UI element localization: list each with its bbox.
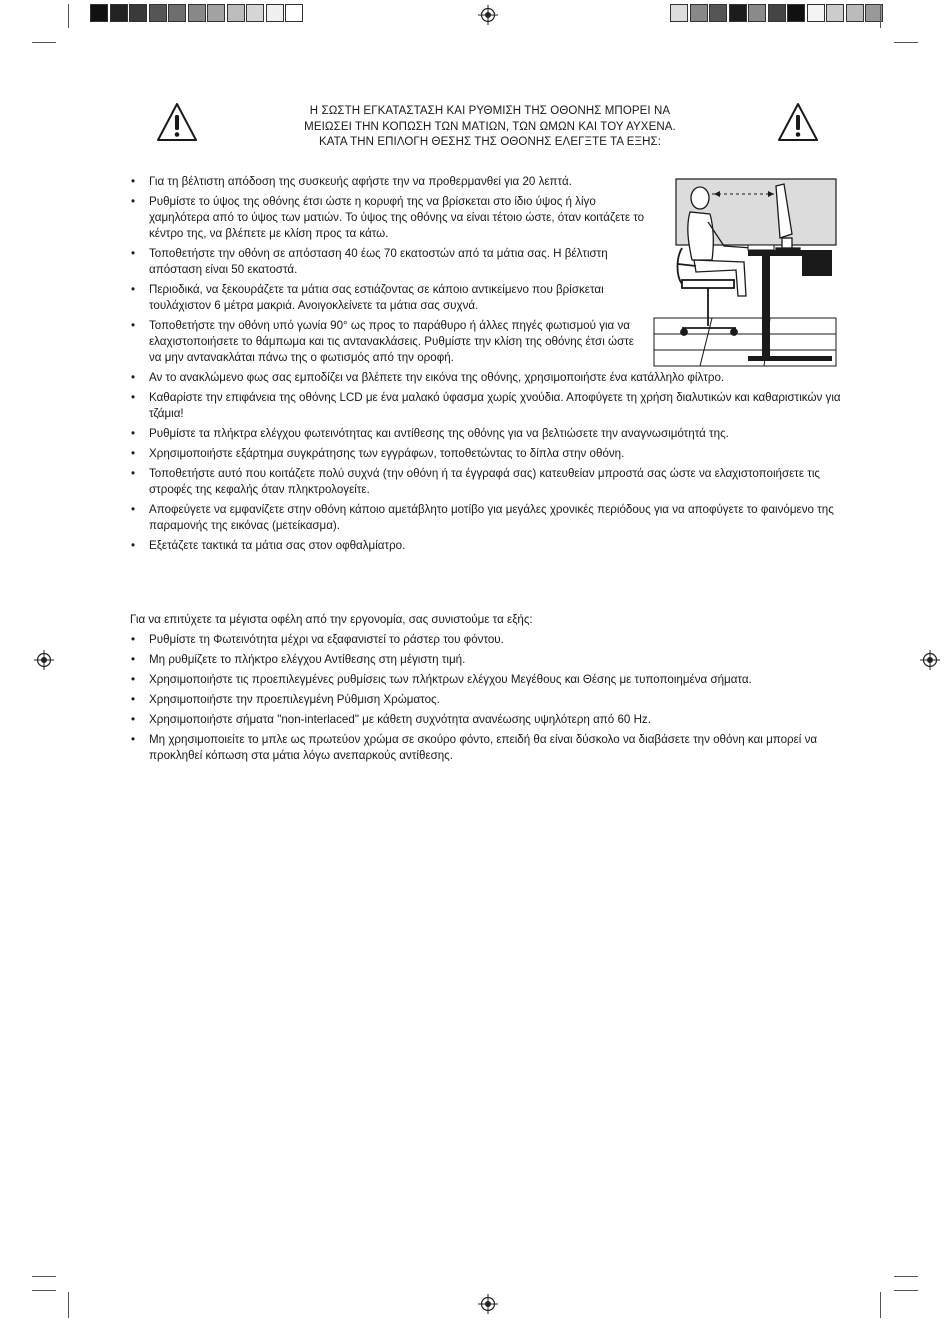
- color-swatch: [748, 4, 766, 22]
- ergonomics-list: [130, 632, 820, 768]
- list-item: • Ρυθμίστε τα πλήκτρα ελέγχου φωτεινότητας και αντίθεσης της οθόνης για να βελτιώσετε την αναγνωσιμότητά της.: [130, 426, 850, 442]
- color-swatch: [129, 4, 147, 22]
- color-swatch: [846, 4, 864, 22]
- warning-line: ΚΑΤΑ ΤΗΝ ΕΠΙΛΟΓΗ ΘΕΣΗΣ ΤΗΣ ΟΘΟΝΗΣ ΕΛΕΓΞΤΕ ΤΑ ΕΞΗΣ:: [318, 136, 662, 148]
- warning-heading: [230, 104, 750, 151]
- list-item: • Τοποθετήστε την οθόνη σε απόσταση 40 έως 70 εκατοστών από τα μάτια σας. Η βέλτιστη απόσταση είναι 50 εκατοστά.: [130, 246, 649, 278]
- list-item: • Χρησιμοποιήστε την προεπιλεγμένη Ρύθμιση Χρώματος.: [130, 692, 820, 708]
- registration-mark-right-icon: [920, 650, 940, 670]
- color-swatch: [168, 4, 186, 22]
- list-item: • Αν το ανακλώμενο φως σας εμποδίζει να βλέπετε την εικόνα της οθόνης, χρησιμοποιήστε ένα κατάλληλο φίλτρο.: [130, 370, 850, 386]
- list-item: • Τοποθετήστε την οθόνη υπό γωνία 90° ως προς το παράθυρο ή άλλες πηγές φωτισμού για να ελαχιστοποιήσετε το θάμπωμα και τις αντανακλάσεις. Ρυθμίστε την κλίση της οθόνης έτσι ώστε να μην αντανακλάται πάνω της ο φωτισμός από την οροφή.: [130, 318, 639, 366]
- recommendations-list: [130, 174, 850, 558]
- color-swatch: [690, 4, 708, 22]
- registration-mark-bottom-icon: [478, 1294, 498, 1314]
- list-item: • Περιοδικά, να ξεκουράζετε τα μάτια σας εστιάζοντας σε κάποιο αντικείμενο που βρίσκεται τουλάχιστον 6 μέτρα μακριά. Ανοιγοκλείνετε τα μάτια σας συχνά.: [130, 282, 627, 314]
- color-swatch: [90, 4, 108, 22]
- list-item: • Τοποθετήστε αυτό που κοιτάζετε πολύ συχνά (την οθόνη ή τα έγγραφά σας) κατευθείαν μπροστά σας ώστε να ελαχιστοποιήσετε τις στροφές της κεφαλής όταν πληκτρολογείτε.: [130, 466, 850, 498]
- color-swatch: [826, 4, 844, 22]
- color-swatch: [729, 4, 747, 22]
- color-swatch: [787, 4, 805, 22]
- list-item: • Χρησιμοποιήστε σήματα "non-interlaced" με κάθετη συχνότητα ανανέωσης υψηλότερη από 60 Hz.: [130, 712, 820, 728]
- color-swatch: [709, 4, 727, 22]
- list-item: • Για τη βέλτιστη απόδοση της συσκευής αφήστε την να προθερμανθεί για 20 λεπτά.: [130, 174, 649, 190]
- warning-line: Η ΣΩΣΤΗ ΕΓΚΑΤΑΣΤΑΣΗ ΚΑΙ ΡΥΘΜΙΣΗ ΤΗΣ ΟΘΟΝΗΣ ΜΠΟΡΕΙ ΝΑ: [309, 105, 671, 117]
- registration-mark-left-icon: [34, 650, 54, 670]
- color-swatch: [207, 4, 225, 22]
- list-item: • Εξετάζετε τακτικά τα μάτια σας στον οφθαλμίατρο.: [130, 538, 850, 554]
- list-item: • Αποφεύγετε να εμφανίζετε στην οθόνη κάποιο αμετάβλητο μοτίβο για μεγάλες χρονικές περιόδους για να αποφύγετε το φαινόμενο της παραμονής της εικόνας (μετείκασμα).: [130, 502, 850, 534]
- list-item: • Χρησιμοποιήστε τις προεπιλεγμένες ρυθμίσεις των πλήκτρων ελέγχου Μεγέθους και Θέσης με τυποποιημένα σήματα.: [130, 672, 820, 688]
- list-item: • Χρησιμοποιήστε εξάρτημα συγκράτησης των εγγράφων, τοποθετώντας το δίπλα στην οθόνη.: [130, 446, 850, 462]
- color-swatch: [768, 4, 786, 22]
- color-swatch: [266, 4, 284, 22]
- color-swatch: [227, 4, 245, 22]
- warning-line: ΜΕΙΩΣΕΙ ΤΗΝ ΚΟΠΩΣΗ ΤΩΝ ΜΑΤΙΩΝ, ΤΩΝ ΩΜΩΝ ΚΑΙ ΤΟΥ ΑΥΧΕΝΑ.: [304, 120, 676, 133]
- color-swatch: [188, 4, 206, 22]
- list-item: • Ρυθμίστε τη Φωτεινότητα μέχρι να εξαφανιστεί το ράστερ του φόντου.: [130, 632, 820, 648]
- warning-triangle-left-icon: [155, 101, 199, 143]
- list-item: • Μη χρησιμοποιείτε το μπλε ως πρωτεύον χρώμα σε σκούρο φόντο, επειδή θα είναι δύσκολο να διαβάσετε την οθόνη και μπορεί να προκληθεί κόπωση στα μάτια λόγω ανεπαρκούς αντίθεσης.: [130, 732, 820, 764]
- color-swatch: [807, 4, 825, 22]
- registration-mark-top-icon: [478, 5, 498, 25]
- warning-triangle-right-icon: [776, 101, 820, 143]
- list-item: • Ρυθμίστε το ύψος της οθόνης έτσι ώστε η κορυφή της να βρίσκεται στο ίδιο ύψος ή λίγο χαμηλότερα από το ύψος των ματιών. Το ύψος της οθόνης να είναι τέτοιο ώστε, όταν κοιτάζετε το κέντρο της, να βλέπετε με κλίση προς τα κάτω.: [130, 194, 649, 242]
- list-item: • Μη ρυθμίζετε το πλήκτρο ελέγχου Αντίθεσης στη μέγιστη τιμή.: [130, 652, 820, 668]
- color-swatch: [149, 4, 167, 22]
- color-swatch: [246, 4, 264, 22]
- ergonomics-intro: Για να επιτύχετε τα μέγιστα οφέλη από την εργονομία, σας συνιστούμε τα εξής:: [130, 613, 533, 626]
- color-swatch: [670, 4, 688, 22]
- list-item: • Καθαρίστε την επιφάνεια της οθόνης LCD με ένα μαλακό ύφασμα χωρίς χνούδια. Αποφύγετε τη χρήση διαλυτικών και καθαριστικών για τζάμια!: [130, 390, 850, 422]
- color-swatch: [285, 4, 303, 22]
- color-swatch: [110, 4, 128, 22]
